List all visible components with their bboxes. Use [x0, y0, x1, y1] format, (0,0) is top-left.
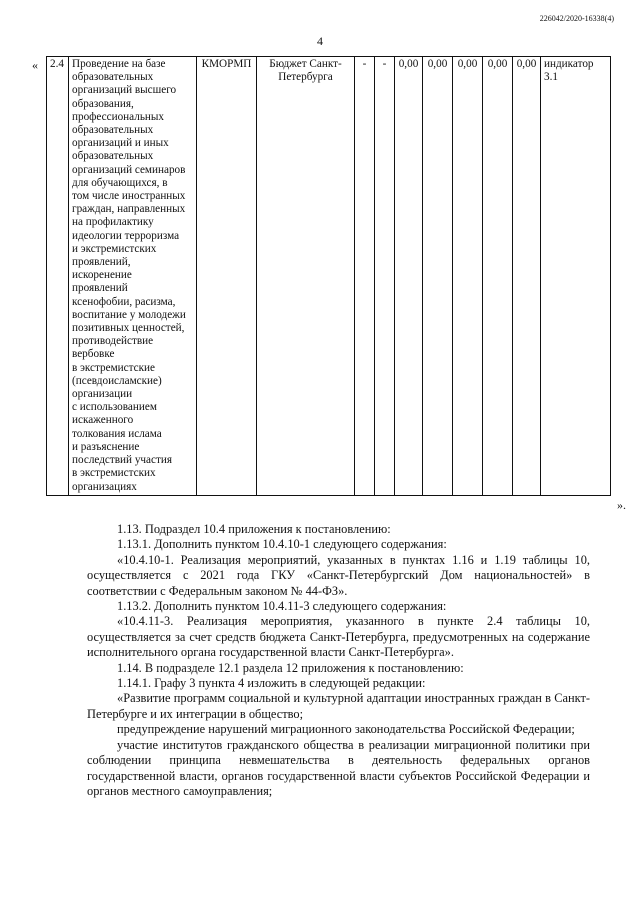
- paragraph: 1.13.2. Дополнить пунктом 10.4.11-3 следующего содержания:: [117, 599, 447, 614]
- document-registration-number: 226042/2020-16338(4): [539, 14, 614, 23]
- indicator-cell: индикатор 3.1: [541, 57, 611, 496]
- activity-cell: Проведение на базе образовательных организаций высшего образования, профессиональных образовательных организаций и иных образовательных организаций семинаров для обучающихся, в том числе иностранных граждан, направленных на профилактику идеологии терроризма и экстремистских проявлений, искоренение проявлений ксенофобии, расизма, воспитание у молодежи позитивных ценностей, противодействие вербовке в экстремистские (псевдоисламские) организации с использованием искаженного толкования ислама и разъяснение последствий участия в экстремистских организациях: [69, 57, 197, 496]
- executor-cell: КМОРМП: [197, 57, 257, 496]
- funding-source-cell: Бюджет Санкт-Петербурга: [257, 57, 355, 496]
- value-cell: 0,00: [453, 57, 483, 496]
- dash-cell: -: [375, 57, 395, 496]
- row-number-cell: 2.4: [47, 57, 69, 496]
- body-text: [87, 522, 590, 799]
- paragraph: участие институтов гражданского общества в реализации миграционной политики при соблюдении принципа невмешательства в деятельность федеральных органов государственной власти, органов государственной власти субъектов Российской Федерации и органов местного самоуправления;: [87, 737, 590, 798]
- paragraph: «10.4.11-3. Реализация мероприятия, указанного в пункте 2.4 таблицы 10, осуществляется за счет средств бюджета Санкт-Петербурга, предусмотренных на содержание исполнительного органа государственной власти Санкт-Петербурга».: [87, 614, 590, 660]
- paragraph: «10.4.10-1. Реализация мероприятий, указанных в пунктах 1.16 и 1.19 таблицы 10, осуществляется с 2021 года ГКУ «Санкт-Петербургский Дом национальностей» в соответствии с Федеральным законом № 44-ФЗ».: [87, 552, 590, 598]
- paragraph: 1.14. В подразделе 12.1 раздела 12 приложения к постановлению:: [117, 660, 464, 675]
- value-cell: 0,00: [423, 57, 453, 496]
- plan-table: [46, 56, 611, 496]
- paragraph: 1.13.1. Дополнить пунктом 10.4.10-1 следующего содержания:: [117, 537, 447, 552]
- table-row: [47, 57, 611, 496]
- opening-quote: «: [32, 58, 38, 72]
- paragraph: 1.13. Подраздел 10.4 приложения к постановлению:: [117, 522, 391, 536]
- paragraph: «Развитие программ социальной и культурной адаптации иностранных граждан в Санкт-Петербурге и их интеграции в общество;: [87, 691, 590, 721]
- value-cell: 0,00: [513, 57, 541, 496]
- paragraph: предупреждение нарушений миграционного законодательства Российской Федерации;: [117, 722, 575, 737]
- value-cell: 0,00: [395, 57, 423, 496]
- closing-quote: ».: [617, 498, 626, 512]
- paragraph: 1.14.1. Графу 3 пункта 4 изложить в следующей редакции:: [117, 676, 426, 691]
- page-number: 4: [317, 34, 323, 48]
- dash-cell: -: [355, 57, 375, 496]
- value-cell: 0,00: [483, 57, 513, 496]
